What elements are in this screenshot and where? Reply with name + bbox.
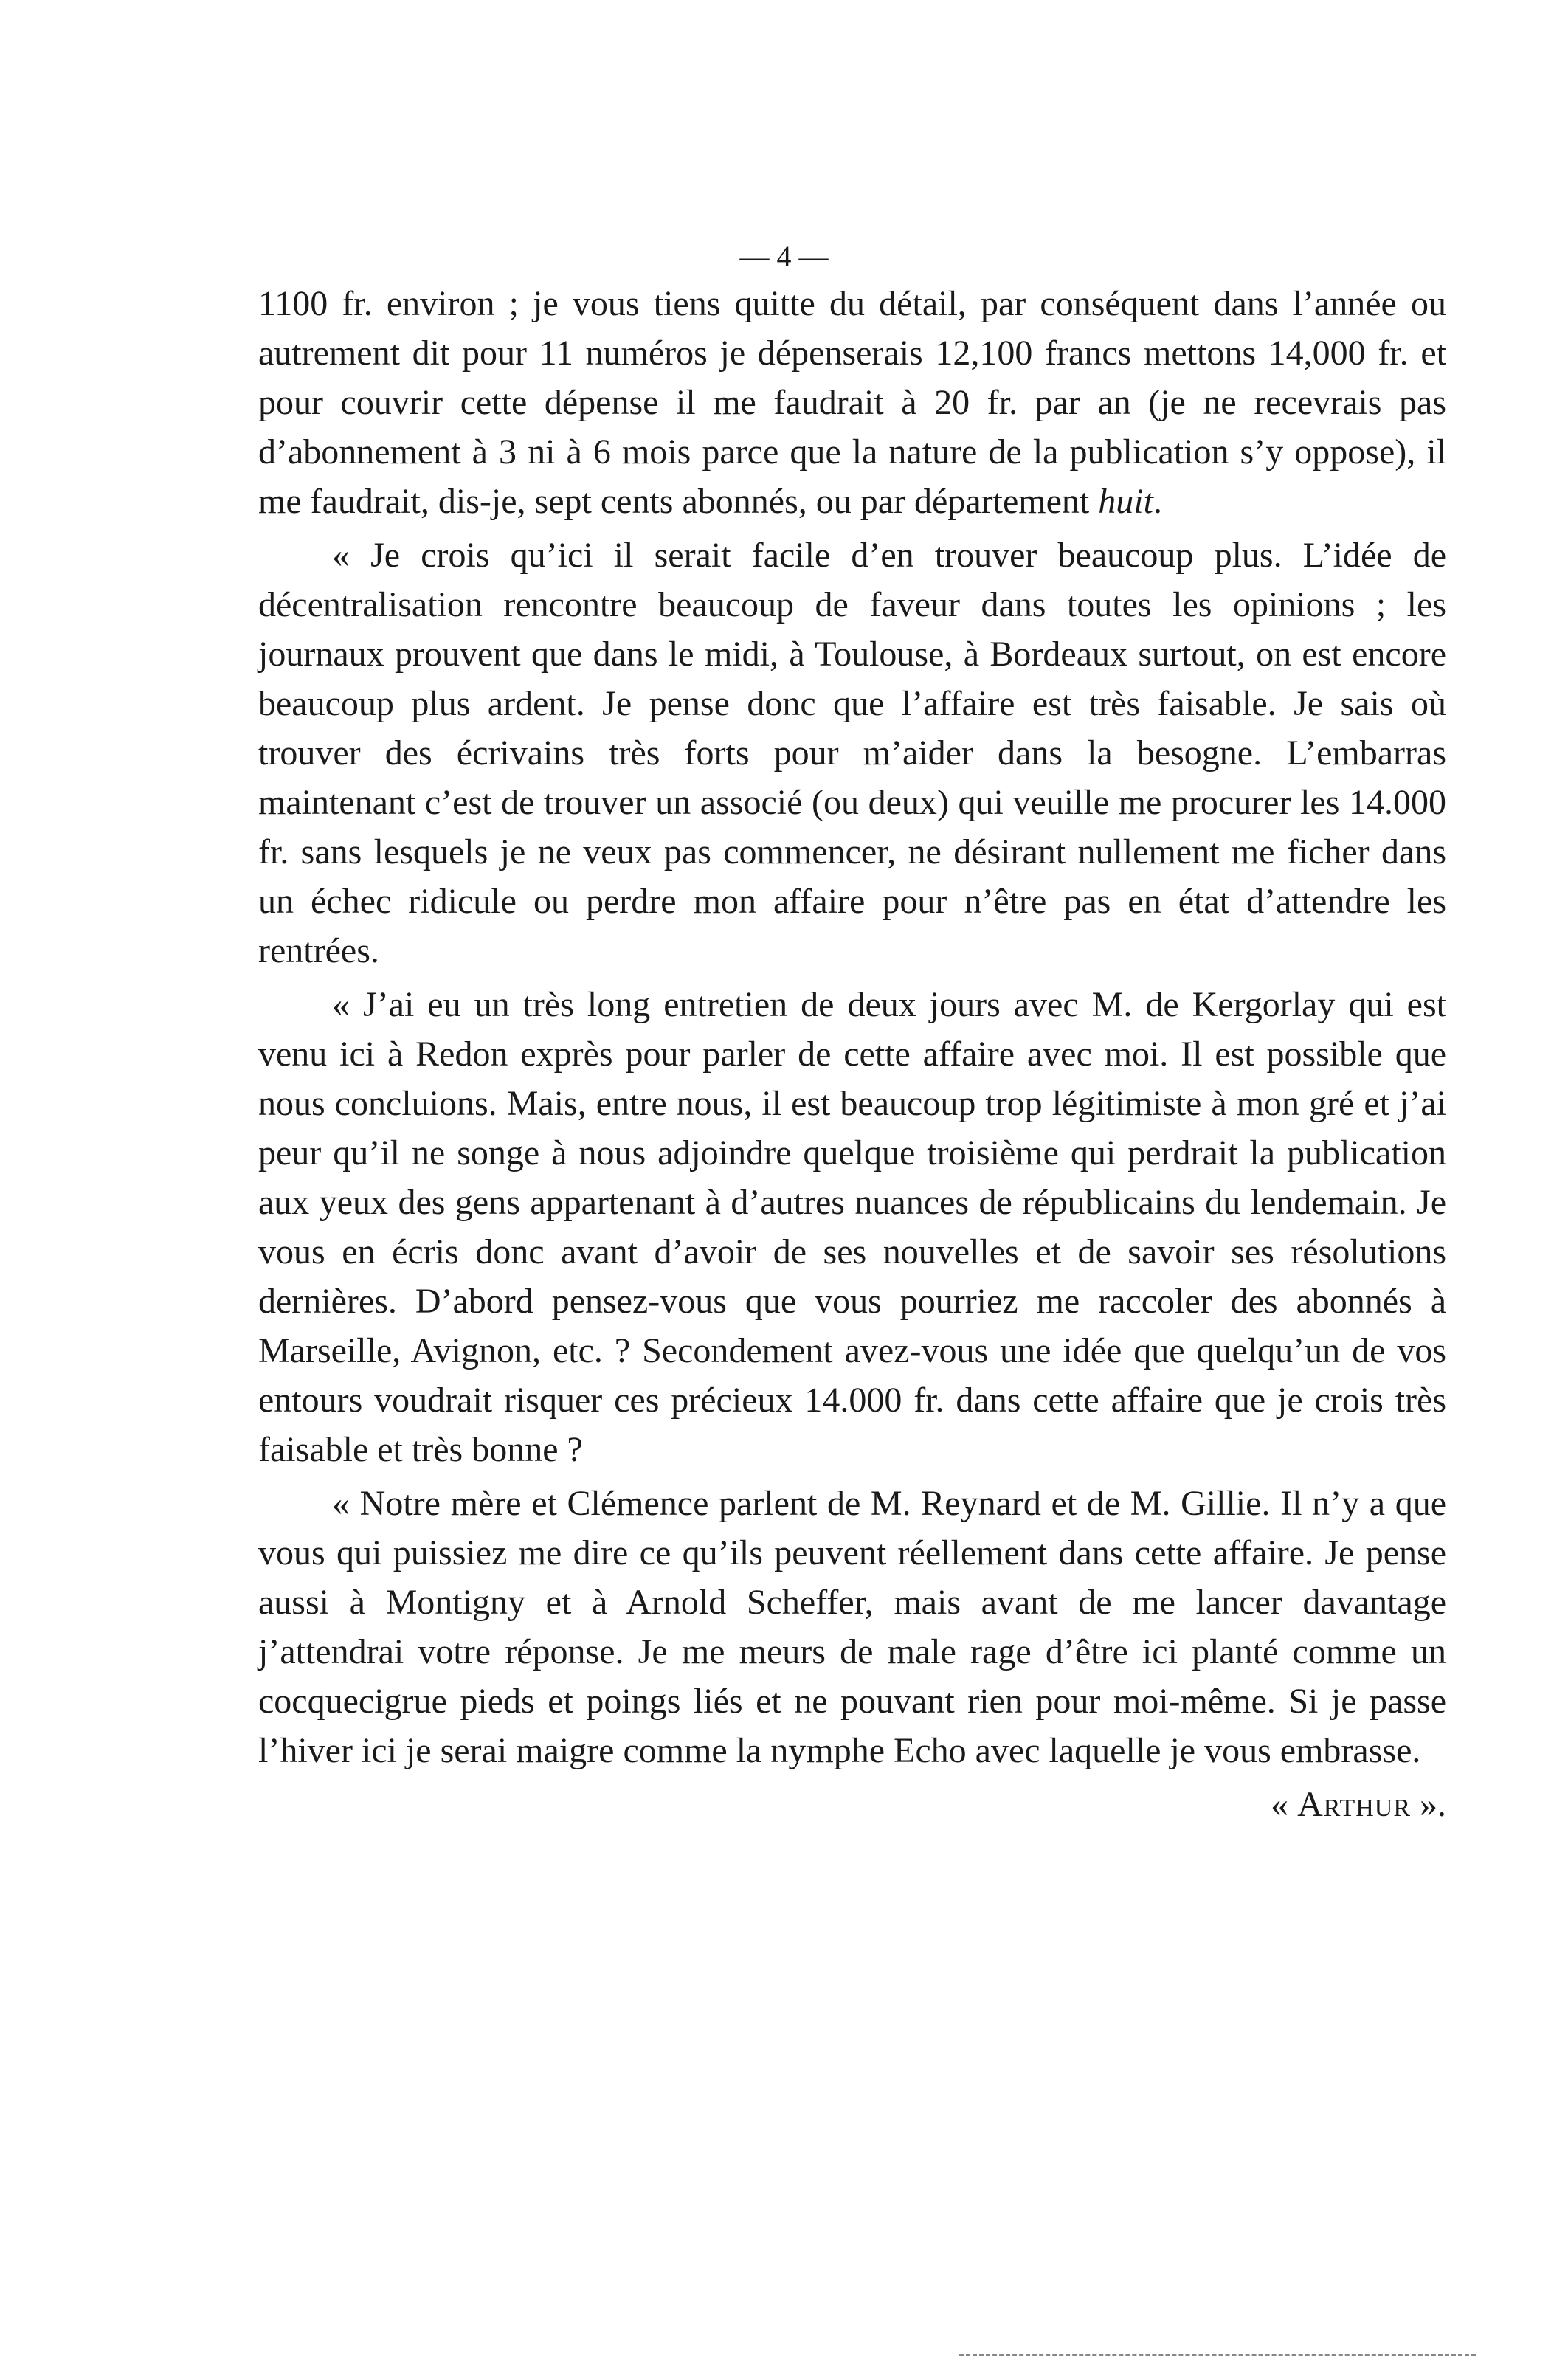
footer-rule [959, 2354, 1476, 2358]
paragraph-2: « Je crois qu’ici il serait facile d’en trouver beaucoup plus. L’idée de décentralisation rencontre beaucoup de faveur dans toutes les opinions ; les journaux prouvent que dans le midi, à Toulouse, à Bordeaux surtout, on est encore beaucoup plus ardent. Je pense donc que l’affaire est très faisable. Je sais où trouver des écrivains très forts pour m’aider dans la besogne. L’embarras maintenant c’est de trouver un associé (ou deux) qui veuille me procurer les 14.000 fr. sans lesquels je ne veux pas commencer, ne désirant nullement me ficher dans un échec ridicule ou perdre mon affaire pour n’être pas en état d’attendre les rentrées. [258, 536, 1446, 970]
paragraph-1-end: . [1153, 482, 1162, 521]
paragraph-3: « J’ai eu un très long entretien de deux jours avec M. de Kergorlay qui est venu ici à Redon exprès pour parler de cette affaire avec moi. Il est possible que nous concluions. Mais, entre nous, il est beaucoup trop légitimiste à mon gré et j’ai peur qu’il ne songe à nous adjoindre quelque troisième qui perdrait la publication aux yeux des gens appartenant à d’autres nuances de républicains du lendemain. Je vous en écris donc avant d’avoir de ses nouvelles et de savoir ses résolutions dernières. D’abord pensez-vous que vous pourriez me raccoler des abonnés à Marseille, Avignon, etc. ? Secondement avez-vous une idée que quelqu’un de vos entours voudrait risquer ces précieux 14.000 fr. dans cette affaire que je crois très faisable et très bonne ? [258, 985, 1446, 1469]
signature-close: ». [1411, 1785, 1446, 1824]
paragraph-1-text: 1100 fr. environ ; je vous tiens quitte du détail, par conséquent dans l’année ou autrement dit pour 11 numéros je dépenserais 12,100 francs mettons 14,000 fr. et pour couvrir cette dépense il me faudrait à 20 fr. par an (je ne recevrais pas d’abonnement à 3 ni à 6 mois parce que la nature de la publication s’y oppose), il me faudrait, dis-je, sept cents abonnés, ou par département [258, 284, 1446, 521]
signature [258, 1780, 1446, 1829]
paragraph-1 [258, 279, 1446, 526]
paragraph-1-emphasis: huit [1098, 482, 1153, 521]
page-number: — 4 — [739, 240, 829, 273]
paragraph-4: « Notre mère et Clémence parlent de M. Reynard et de M. Gillie. Il n’y a que vous qui puissiez me dire ce qu’ils peuvent réellement dans cette affaire. Je pense aussi à Montigny et à Arnold Scheffer, mais avant de me lancer davantage j’attendrai votre réponse. Je me meurs de male rage d’être ici planté comme un cocquecigrue pieds et poings liés et ne pouvant rien pour moi-même. Si je passe l’hiver ici je serai maigre comme la nymphe Echo avec laquelle je vous embrasse. [258, 1484, 1446, 1770]
signature-name: Arthur [1297, 1785, 1411, 1824]
signature-open: « [1271, 1785, 1298, 1824]
letter-text [258, 279, 1446, 1829]
